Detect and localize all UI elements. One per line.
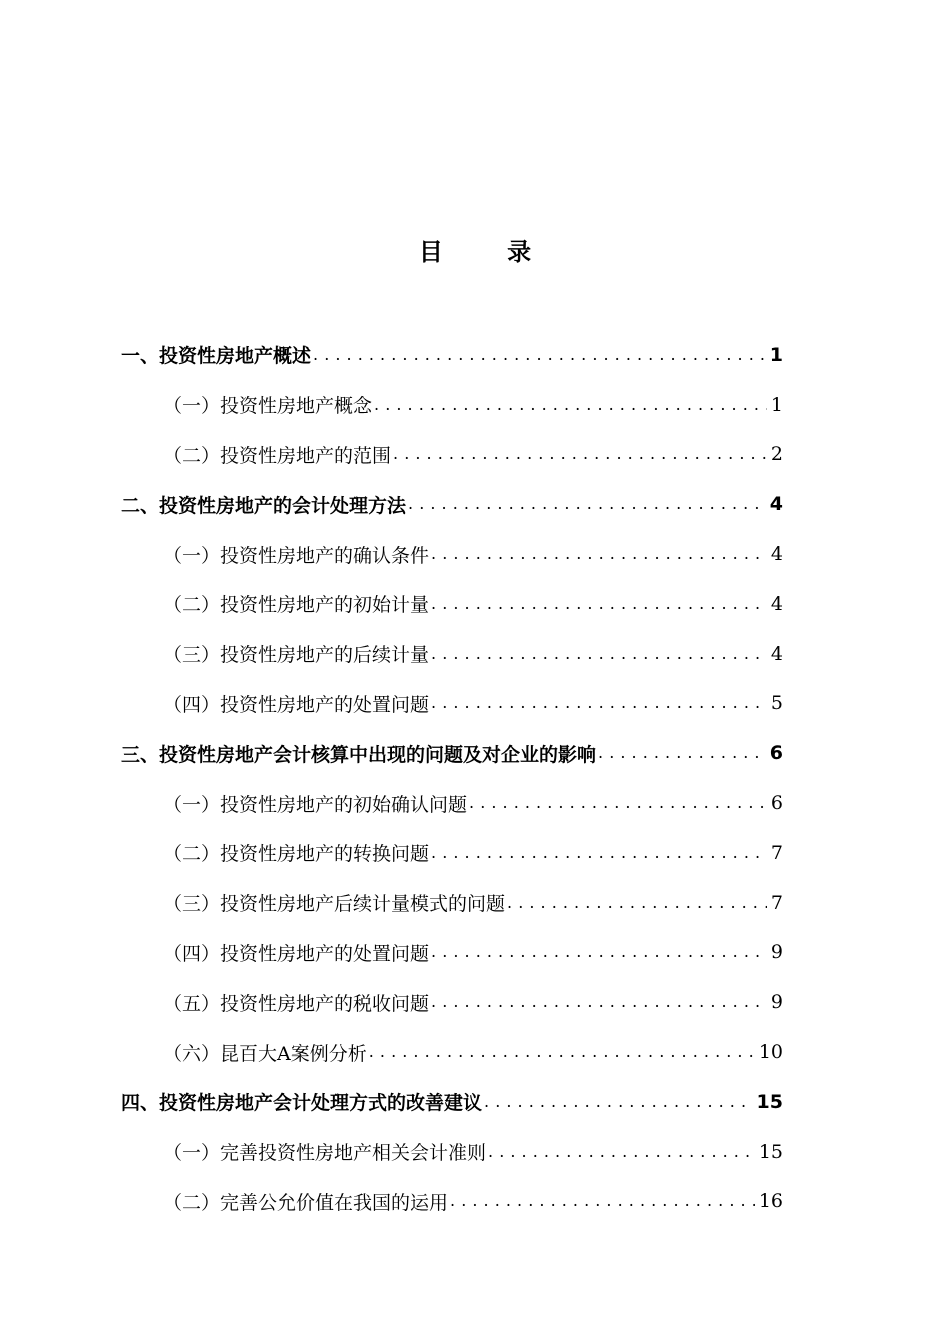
table-of-contents: [121, 330, 783, 1226]
toc-entry-label: 四、投资性房地产会计处理方式的改善建议: [121, 1092, 483, 1115]
toc-section-entry[interactable]: [121, 579, 783, 629]
toc-entry-label: （二）投资性房地产的转换问题: [163, 843, 430, 866]
toc-section-entry[interactable]: [121, 778, 783, 828]
toc-dot-leader: [431, 942, 767, 962]
toc-section-entry[interactable]: [121, 977, 783, 1027]
toc-page-number: 16: [758, 1190, 783, 1213]
toc-section-entry[interactable]: [121, 430, 783, 480]
toc-dot-leader: [431, 544, 767, 564]
toc-entry-label: （三）投资性房地产后续计量模式的问题: [163, 893, 506, 916]
toc-page-number: 2: [770, 443, 783, 466]
toc-dot-leader: [450, 1191, 755, 1211]
toc-section-entry[interactable]: [121, 928, 783, 978]
toc-dot-leader: [431, 693, 767, 713]
toc-page-number: 1: [769, 343, 783, 366]
toc-page-number: 1: [770, 393, 783, 416]
toc-chapter-entry[interactable]: [121, 479, 783, 529]
toc-section-entry[interactable]: [121, 1177, 783, 1227]
toc-page-number: 4: [770, 543, 783, 566]
toc-chapter-entry[interactable]: [121, 330, 783, 380]
toc-page-number: 9: [770, 991, 783, 1014]
toc-dot-leader: [469, 793, 767, 813]
toc-entry-label: （二）完善公允价值在我国的运用: [163, 1191, 449, 1214]
toc-entry-label: （一）投资性房地产的确认条件: [163, 544, 430, 567]
toc-section-entry[interactable]: [121, 529, 783, 579]
toc-section-entry[interactable]: [121, 629, 783, 679]
toc-page-number: 4: [770, 592, 783, 615]
toc-dot-leader: [598, 743, 766, 763]
toc-entry-label: （二）投资性房地产的范围: [163, 444, 392, 467]
toc-entry-label: （四）投资性房地产的处置问题: [163, 942, 430, 965]
toc-page-number: 7: [770, 891, 783, 914]
toc-entry-label: （一）完善投资性房地产相关会计准则: [163, 1142, 487, 1165]
toc-entry-label: （六）昆百大A案例分析: [163, 1042, 367, 1065]
toc-dot-leader: [488, 1142, 755, 1162]
toc-title: 目 录: [418, 238, 560, 266]
toc-entry-label: （三）投资性房地产的后续计量: [163, 644, 430, 667]
toc-entry-label: （四）投资性房地产的处置问题: [163, 693, 430, 716]
toc-entry-label: 二、投资性房地产的会计处理方法: [121, 494, 407, 517]
toc-page-number: 15: [758, 1140, 783, 1163]
toc-dot-leader: [484, 1092, 753, 1112]
toc-section-entry[interactable]: [121, 1127, 783, 1177]
toc-chapter-entry[interactable]: [121, 1077, 783, 1127]
toc-dot-leader: [431, 992, 767, 1012]
toc-dot-leader: [507, 893, 767, 913]
toc-dot-leader: [374, 395, 767, 415]
toc-page-number: 4: [770, 642, 783, 665]
toc-page-number: 9: [770, 941, 783, 964]
toc-dot-leader: [369, 1042, 755, 1062]
toc-dot-leader: [313, 345, 766, 365]
toc-section-entry[interactable]: [121, 878, 783, 928]
toc-entry-label: 一、投资性房地产概述: [121, 345, 312, 368]
toc-dot-leader: [408, 494, 766, 514]
toc-section-entry[interactable]: [121, 380, 783, 430]
toc-entry-label: （二）投资性房地产的初始计量: [163, 594, 430, 617]
toc-dot-leader: [393, 444, 767, 464]
toc-entry-label: （一）投资性房地产概念: [163, 395, 373, 418]
toc-dot-leader: [431, 644, 767, 664]
toc-page-number: 7: [770, 841, 783, 864]
toc-section-entry[interactable]: [121, 1027, 783, 1077]
toc-chapter-entry[interactable]: [121, 728, 783, 778]
toc-page-number: 10: [758, 1041, 783, 1064]
toc-entry-label: 三、投资性房地产会计核算中出现的问题及对企业的影响: [121, 743, 597, 766]
toc-page-number: 5: [770, 692, 783, 715]
toc-page-number: 4: [769, 493, 783, 516]
toc-dot-leader: [431, 843, 767, 863]
toc-entry-label: （一）投资性房地产的初始确认问题: [163, 793, 468, 816]
toc-dot-leader: [431, 594, 767, 614]
toc-section-entry[interactable]: [121, 679, 783, 729]
toc-page-number: 6: [770, 792, 783, 815]
toc-section-entry[interactable]: [121, 828, 783, 878]
toc-entry-label: （五）投资性房地产的税收问题: [163, 992, 430, 1015]
toc-page-number: 15: [756, 1090, 783, 1113]
toc-page-number: 6: [769, 742, 783, 765]
